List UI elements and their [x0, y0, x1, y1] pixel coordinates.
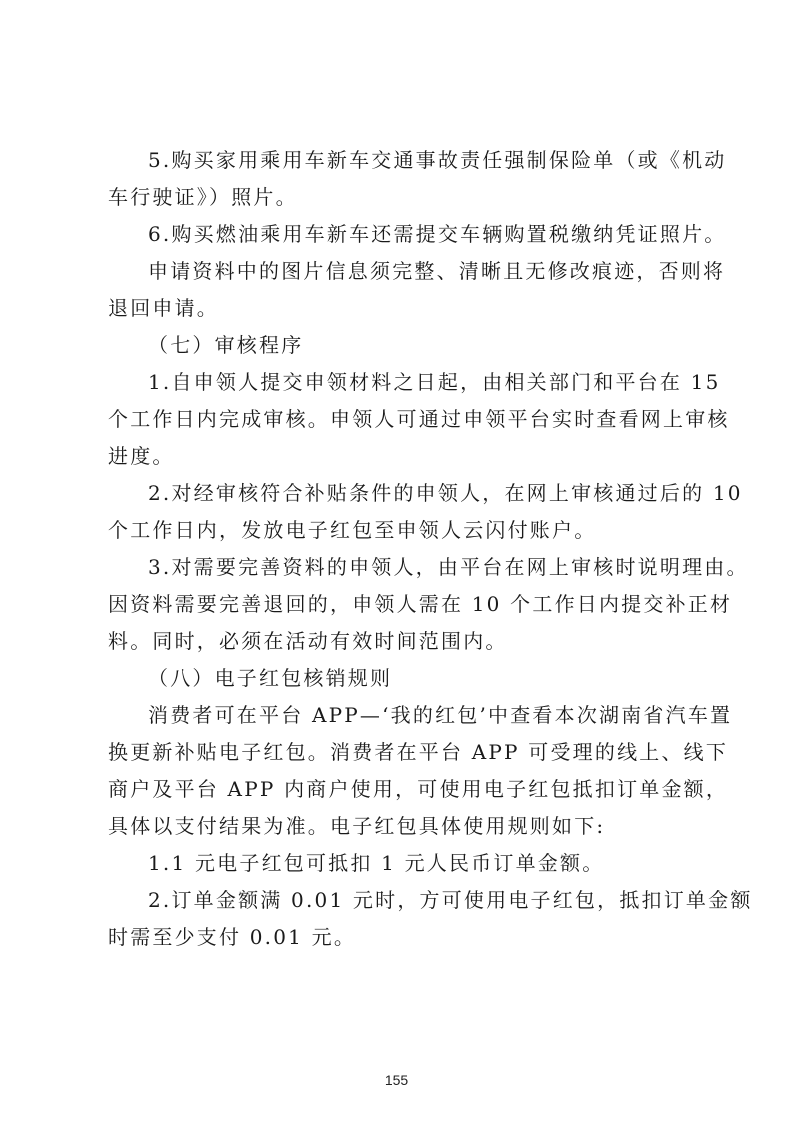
paragraph-redemption-2: [108, 882, 753, 956]
section-heading-review-procedure: [108, 327, 696, 364]
text-line: 2.订单金额满 0.01 元时，方可使用电子红包，抵扣订单金额: [148, 888, 753, 912]
text-line: 6.购买燃油乘用车新车还需提交车辆购置税缴纳凭证照片。: [148, 222, 727, 246]
paragraph-review-1: [108, 364, 730, 475]
heading-text: （八）电子红包核销规则: [148, 666, 393, 690]
heading-text: （七）审核程序: [148, 333, 304, 357]
text-line: 1.自申领人提交申领材料之日起，由相关部门和平台在 15: [148, 370, 721, 394]
text-line: 具体以支付结果为准。电子红包具体使用规则如下:: [108, 814, 606, 838]
text-line: 进度。: [108, 444, 175, 468]
text-line: 退回申请。: [108, 296, 219, 320]
text-line: 车行驶证》）照片。: [108, 185, 298, 209]
text-line: 料。同时，必须在活动有效时间范围内。: [108, 629, 508, 653]
text-line: 1.1 元电子红包可抵扣 1 元人民币订单金额。: [148, 851, 605, 875]
text-line: 消费者可在平台 APP—‘我的红包’中查看本次湖南省汽车置: [148, 703, 733, 727]
paragraph-review-2: [108, 475, 743, 549]
paragraph-redemption-intro: [108, 697, 733, 845]
page-number: 155: [384, 1072, 409, 1088]
paragraph-item-6: [108, 216, 727, 253]
text-line: 时需至少支付 0.01 元。: [108, 925, 357, 949]
text-line: 个工作日内完成审核。申领人可通过申领平台实时查看网上审核: [108, 407, 730, 431]
text-line: 换更新补贴电子红包。消费者在平台 APP 可受理的线上、线下: [108, 740, 729, 764]
text-line: 申请资料中的图片信息须完整、清晰且无修改痕迹，否则将: [148, 259, 726, 283]
text-line: 因资料需要完善退回的，申领人需在 10 个工作日内提交补正材: [108, 592, 733, 616]
text-line: 2.对经审核符合补贴条件的申领人，在网上审核通过后的 10: [148, 481, 743, 505]
text-line: 5.购买家用乘用车新车交通事故责任强制保险单（或《机动: [148, 148, 727, 172]
text-line: 3.对需要完善资料的申领人，由平台在网上审核时说明理由。: [148, 555, 749, 579]
page-body: [108, 142, 753, 956]
section-heading-redemption-rules: [108, 660, 696, 697]
text-line: 商户及平台 APP 内商户使用，可使用电子红包抵扣订单金额，: [108, 777, 729, 801]
text-line: 个工作日内，发放电子红包至申领人云闪付账户。: [108, 518, 597, 542]
paragraph-item-5: [108, 142, 727, 216]
paragraph-redemption-1: [108, 845, 696, 882]
paragraph-image-requirement: [108, 253, 726, 327]
paragraph-review-3: [108, 549, 749, 660]
